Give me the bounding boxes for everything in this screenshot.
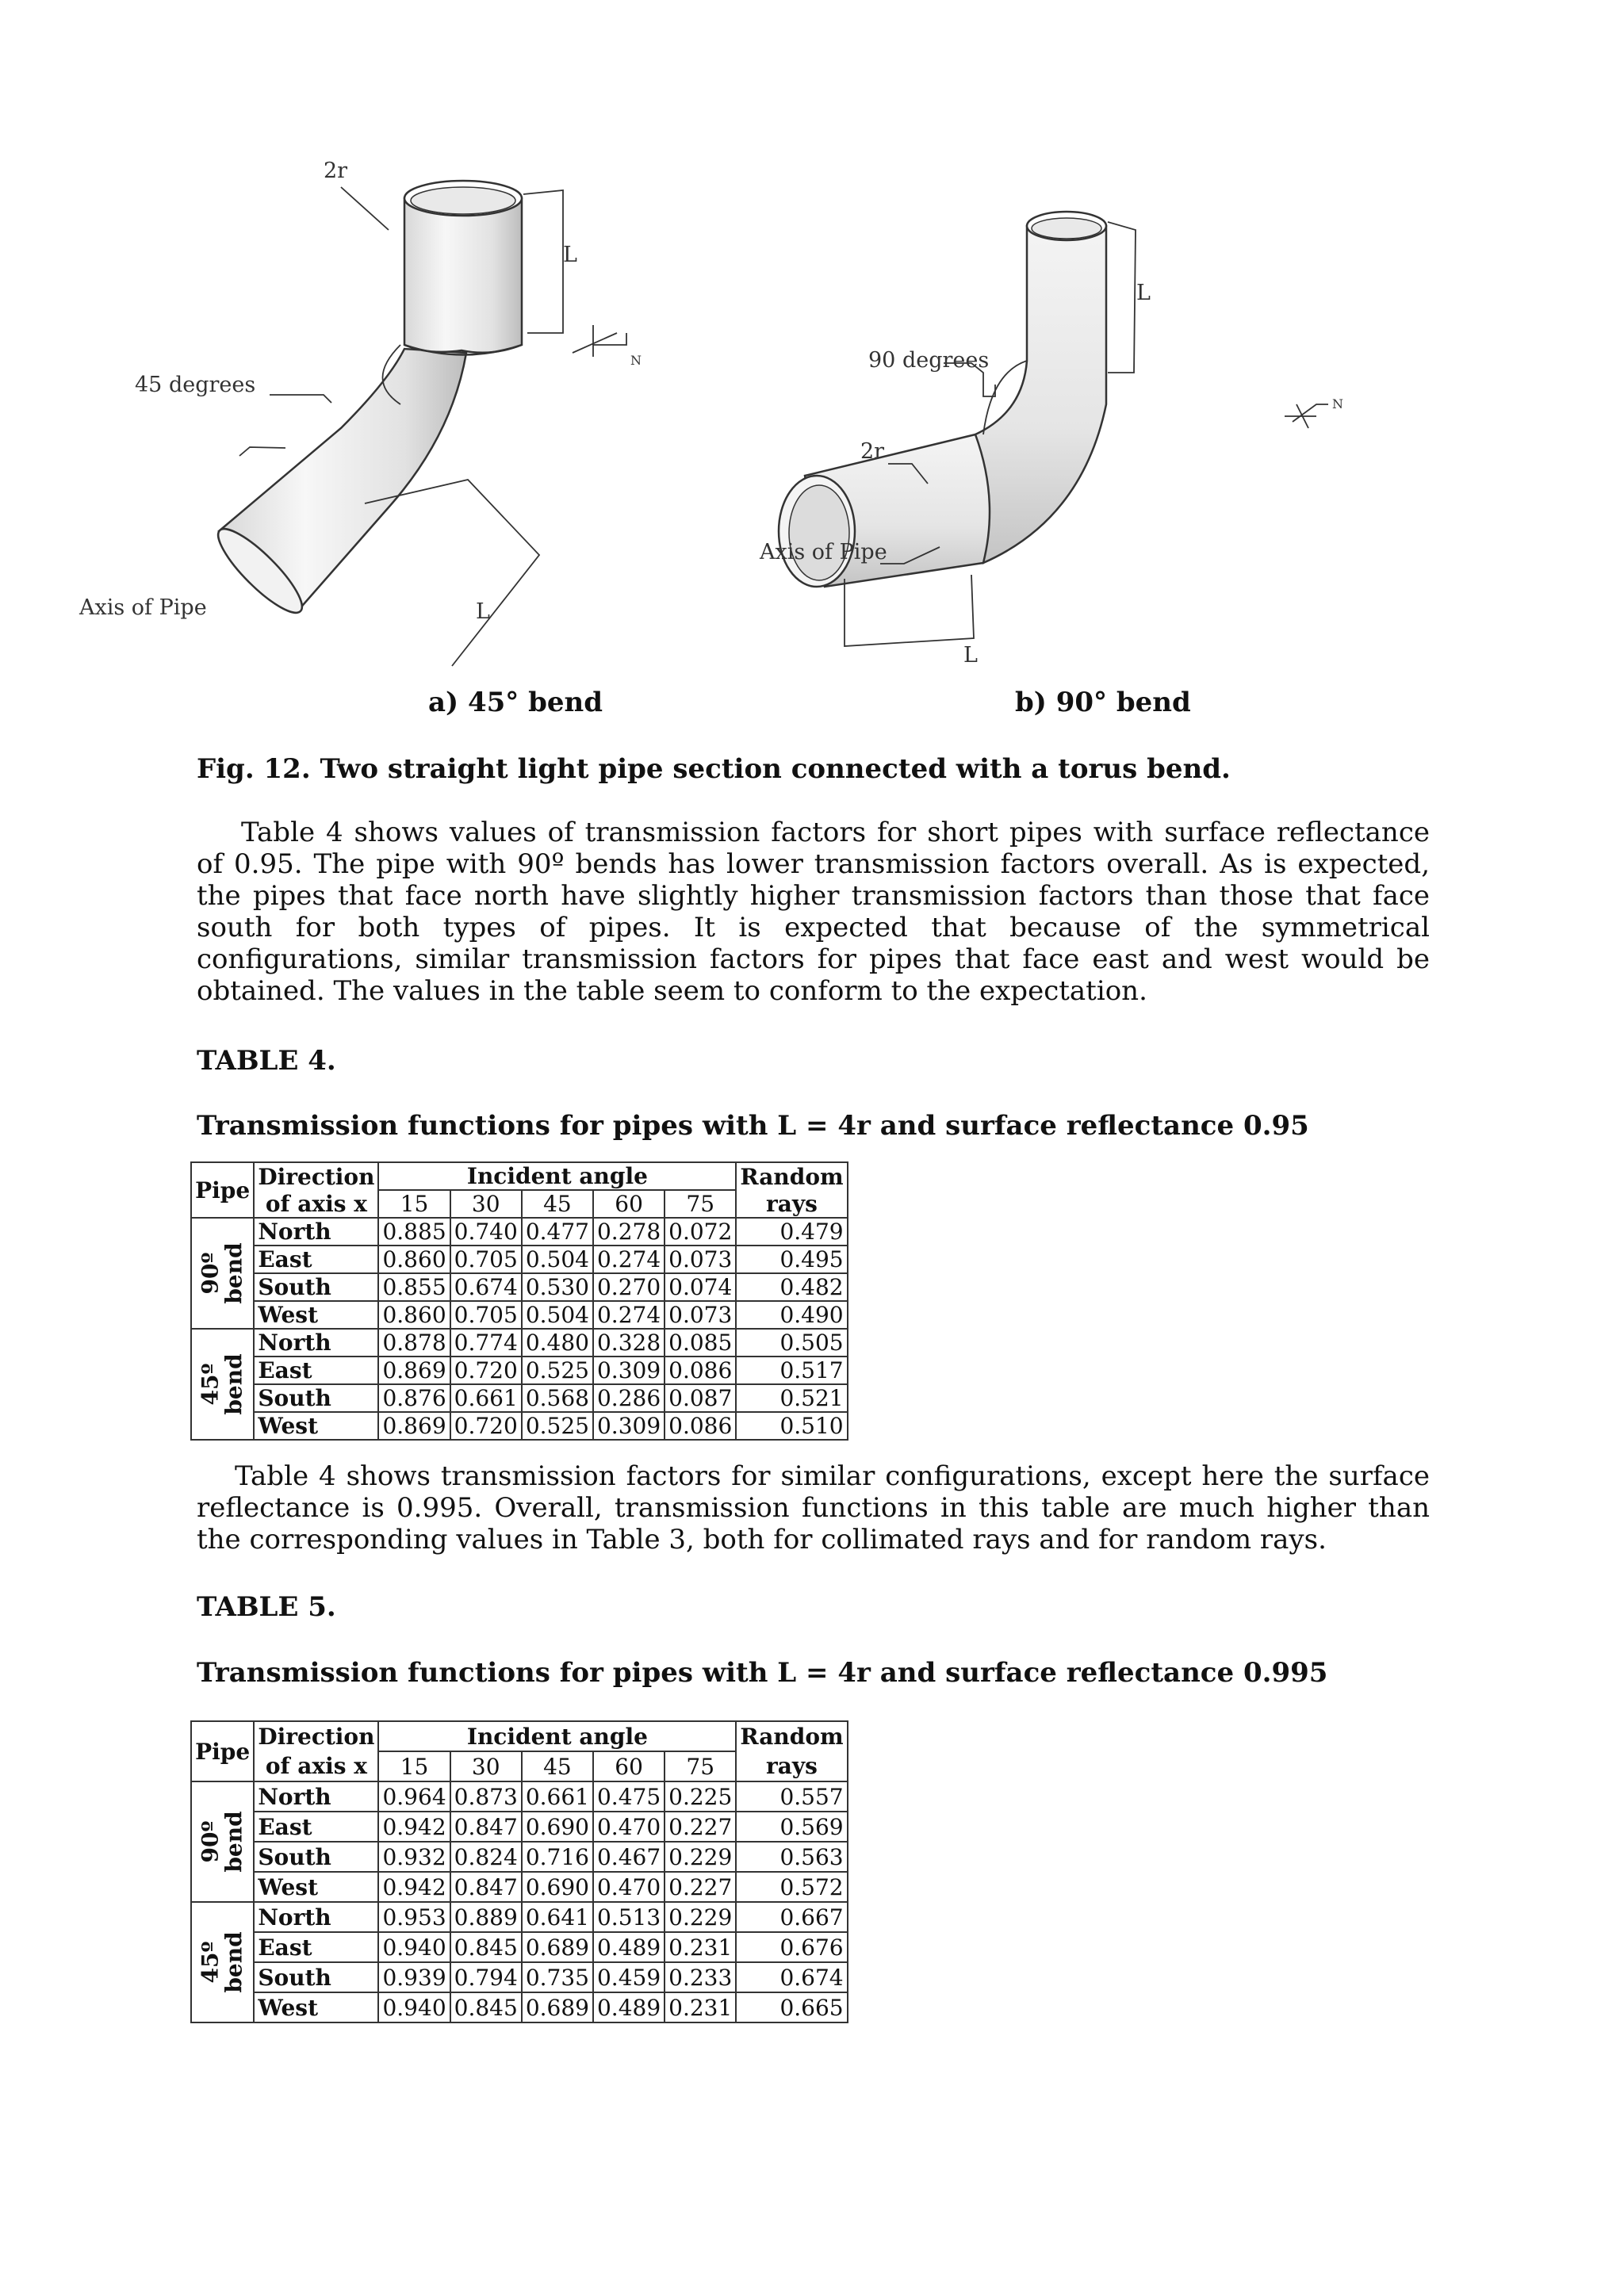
direction-cell: South	[254, 1384, 378, 1412]
value-cell: 0.513	[593, 1902, 665, 1932]
value-cell: 0.845	[450, 1932, 522, 1962]
value-cell: 0.489	[593, 1932, 665, 1962]
header-axis-x: of axis x	[254, 1190, 378, 1218]
value-cell: 0.274	[593, 1246, 665, 1273]
pipe-angle: 45º	[197, 1363, 224, 1405]
pipe-angle: 90º	[197, 1820, 224, 1862]
pipe-angle: 45º	[197, 1941, 224, 1983]
direction-cell: East	[254, 1932, 378, 1962]
value-cell: 0.525	[522, 1412, 593, 1440]
random-cell: 0.479	[736, 1218, 847, 1246]
direction-cell: North	[254, 1218, 378, 1246]
pipe-bend: bend	[220, 1810, 247, 1873]
value-cell: 0.940	[378, 1992, 450, 2022]
value-cell: 0.794	[450, 1962, 522, 1992]
random-cell: 0.557	[736, 1781, 847, 1812]
random-cell: 0.569	[736, 1812, 847, 1842]
value-cell: 0.504	[522, 1301, 593, 1329]
table-5-title	[197, 1657, 1327, 1689]
value-cell: 0.274	[593, 1301, 665, 1329]
direction-cell: North	[254, 1781, 378, 1812]
value-cell: 0.869	[378, 1357, 450, 1384]
table-4-label: TABLE 4.	[197, 1045, 336, 1077]
direction-cell: West	[254, 1992, 378, 2022]
value-cell: 0.525	[522, 1357, 593, 1384]
value-cell: 0.845	[450, 1992, 522, 2022]
value-cell: 0.225	[665, 1781, 736, 1812]
random-cell: 0.665	[736, 1992, 847, 2022]
label-a-45-degrees: 45 degrees	[135, 373, 256, 397]
paragraph-1	[197, 817, 1430, 1007]
table-row	[191, 1384, 848, 1412]
value-cell: 0.889	[450, 1902, 522, 1932]
value-cell: 0.328	[593, 1329, 665, 1357]
value-cell: 0.085	[665, 1329, 736, 1357]
value-cell: 0.855	[378, 1273, 450, 1301]
table-row	[191, 1992, 848, 2022]
pipe-group-text	[199, 1242, 247, 1303]
header-angle: 15	[378, 1751, 450, 1781]
random-cell: 0.667	[736, 1902, 847, 1932]
value-cell: 0.661	[450, 1384, 522, 1412]
pipe-group-label	[191, 1218, 254, 1329]
value-cell: 0.847	[450, 1812, 522, 1842]
header-rays: rays	[736, 1190, 847, 1218]
value-cell: 0.270	[593, 1273, 665, 1301]
value-cell: 0.229	[665, 1842, 736, 1872]
value-cell: 0.873	[450, 1781, 522, 1812]
label-b-N: N	[1332, 396, 1343, 411]
value-cell: 0.860	[378, 1246, 450, 1273]
table-5-title-prefix: Transmission functions for pipes with	[197, 1657, 778, 1689]
value-cell: 0.504	[522, 1246, 593, 1273]
value-cell: 0.705	[450, 1246, 522, 1273]
direction-cell: West	[254, 1872, 378, 1902]
header-incident-angle: Incident angle	[378, 1721, 736, 1751]
value-cell: 0.720	[450, 1412, 522, 1440]
direction-cell: South	[254, 1842, 378, 1872]
value-cell: 0.824	[450, 1842, 522, 1872]
table-5-title-suffix: and surface reflectance 0.995	[870, 1657, 1328, 1689]
value-cell: 0.847	[450, 1872, 522, 1902]
table-row	[191, 1812, 848, 1842]
table-row	[191, 1781, 848, 1812]
header-pipe: Pipe	[191, 1721, 254, 1781]
pipe-group-text	[199, 1353, 247, 1414]
table-subheader-row	[191, 1751, 848, 1781]
value-cell: 0.309	[593, 1412, 665, 1440]
random-cell: 0.490	[736, 1301, 847, 1329]
pipe-group-label	[191, 1902, 254, 2022]
pipe-bend: bend	[220, 1931, 247, 1993]
subcaption-a: a) 45° bend	[428, 687, 603, 718]
table-4	[190, 1161, 848, 1441]
header-angle: 30	[450, 1751, 522, 1781]
label-a-L-bottom: L	[476, 599, 490, 624]
value-cell: 0.489	[593, 1992, 665, 2022]
value-cell: 0.086	[665, 1357, 736, 1384]
table-5-title-eq: L = 4r	[777, 1657, 871, 1689]
header-random: Random	[736, 1162, 847, 1190]
value-cell: 0.072	[665, 1218, 736, 1246]
value-cell: 0.940	[378, 1932, 450, 1962]
figure-caption: Fig. 12. Two straight light pipe section connected with a torus bend.	[197, 753, 1231, 785]
direction-cell: North	[254, 1329, 378, 1357]
value-cell: 0.953	[378, 1902, 450, 1932]
random-cell: 0.505	[736, 1329, 847, 1357]
pipe-group-text	[199, 1811, 247, 1872]
table-row	[191, 1842, 848, 1872]
value-cell: 0.477	[522, 1218, 593, 1246]
pipe-bend-illustration	[79, 143, 1459, 745]
figure-12	[79, 143, 1459, 745]
value-cell: 0.231	[665, 1992, 736, 2022]
value-cell: 0.720	[450, 1357, 522, 1384]
value-cell: 0.885	[378, 1218, 450, 1246]
value-cell: 0.227	[665, 1872, 736, 1902]
header-angle: 75	[665, 1751, 736, 1781]
header-rays: rays	[736, 1751, 847, 1781]
direction-cell: North	[254, 1902, 378, 1932]
pipe-group-label	[191, 1329, 254, 1440]
value-cell: 0.939	[378, 1962, 450, 1992]
value-cell: 0.530	[522, 1273, 593, 1301]
subcaption-b: b) 90° bend	[1015, 687, 1191, 718]
table-row	[191, 1273, 848, 1301]
table-subheader-row	[191, 1190, 848, 1218]
direction-cell: West	[254, 1412, 378, 1440]
table-row	[191, 1329, 848, 1357]
value-cell: 0.716	[522, 1842, 593, 1872]
table-header-row	[191, 1162, 848, 1190]
table-4-title-suffix: and surface reflectance 0.95	[870, 1110, 1309, 1142]
header-angle: 45	[522, 1751, 593, 1781]
value-cell: 0.735	[522, 1962, 593, 1992]
direction-cell: South	[254, 1962, 378, 1992]
value-cell: 0.674	[450, 1273, 522, 1301]
random-cell: 0.510	[736, 1412, 847, 1440]
label-b-axis: Axis of Pipe	[760, 540, 887, 564]
header-angle: 60	[593, 1751, 665, 1781]
random-cell: 0.563	[736, 1842, 847, 1872]
table-row	[191, 1932, 848, 1962]
label-b-L-bottom: L	[963, 643, 978, 668]
header-random: Random	[736, 1721, 847, 1751]
random-cell: 0.495	[736, 1246, 847, 1273]
random-cell: 0.482	[736, 1273, 847, 1301]
table-4-title	[197, 1110, 1309, 1142]
random-cell: 0.676	[736, 1932, 847, 1962]
value-cell: 0.233	[665, 1962, 736, 1992]
pipe-bend: bend	[220, 1242, 247, 1304]
value-cell: 0.690	[522, 1872, 593, 1902]
value-cell: 0.459	[593, 1962, 665, 1992]
table-5	[190, 1720, 848, 2023]
value-cell: 0.073	[665, 1246, 736, 1273]
value-cell: 0.470	[593, 1872, 665, 1902]
paragraph-2	[197, 1460, 1430, 1556]
table-5-label: TABLE 5.	[197, 1591, 336, 1623]
value-cell: 0.869	[378, 1412, 450, 1440]
value-cell: 0.467	[593, 1842, 665, 1872]
value-cell: 0.964	[378, 1781, 450, 1812]
direction-cell: East	[254, 1357, 378, 1384]
table-row	[191, 1301, 848, 1329]
value-cell: 0.932	[378, 1842, 450, 1872]
value-cell: 0.689	[522, 1992, 593, 2022]
value-cell: 0.227	[665, 1812, 736, 1842]
value-cell: 0.278	[593, 1218, 665, 1246]
table-row	[191, 1872, 848, 1902]
value-cell: 0.480	[522, 1329, 593, 1357]
value-cell: 0.942	[378, 1812, 450, 1842]
paragraph-1-text: Table 4 shows values of transmission factors for short pipes with surface reflectance of 0.95. The pipe with 90º bends has lower transmission factors overall. As is expected, the pipes that face north have slightly higher transmission factors than those that face south for both types of pipes. It is expected that because of the symmetrical configurations, similar transmission factors for pipes that face east and west would be obtained. The values in the table seem to conform to the expectation.	[197, 817, 1430, 1007]
random-cell: 0.572	[736, 1872, 847, 1902]
value-cell: 0.073	[665, 1301, 736, 1329]
label-a-L-top: L	[563, 243, 577, 267]
label-b-90-degrees: 90 degrees	[868, 348, 990, 373]
value-cell: 0.229	[665, 1902, 736, 1932]
label-b-L-top: L	[1136, 281, 1151, 305]
header-angle: 30	[450, 1190, 522, 1218]
header-pipe: Pipe	[191, 1162, 254, 1218]
table-4-title-prefix: Transmission functions for pipes with	[197, 1110, 778, 1142]
table-row	[191, 1357, 848, 1384]
label-a-2r: 2r	[324, 159, 348, 183]
table-row	[191, 1962, 848, 1992]
value-cell: 0.286	[593, 1384, 665, 1412]
pipe-group-label	[191, 1781, 254, 1902]
value-cell: 0.942	[378, 1872, 450, 1902]
value-cell: 0.231	[665, 1932, 736, 1962]
value-cell: 0.086	[665, 1412, 736, 1440]
pipe-group-text	[199, 1931, 247, 1992]
label-b-2r: 2r	[860, 439, 885, 464]
value-cell: 0.309	[593, 1357, 665, 1384]
value-cell: 0.689	[522, 1932, 593, 1962]
random-cell: 0.521	[736, 1384, 847, 1412]
value-cell: 0.641	[522, 1902, 593, 1932]
direction-cell: West	[254, 1301, 378, 1329]
header-angle: 15	[378, 1190, 450, 1218]
header-angle: 45	[522, 1190, 593, 1218]
value-cell: 0.568	[522, 1384, 593, 1412]
pipe-bend: bend	[220, 1353, 247, 1415]
value-cell: 0.661	[522, 1781, 593, 1812]
value-cell: 0.475	[593, 1781, 665, 1812]
pipe-angle: 90º	[197, 1252, 224, 1294]
header-axis-x: of axis x	[254, 1751, 378, 1781]
table-header-row	[191, 1721, 848, 1751]
value-cell: 0.740	[450, 1218, 522, 1246]
table-row	[191, 1412, 848, 1440]
label-a-N: N	[630, 353, 642, 368]
random-cell: 0.674	[736, 1962, 847, 1992]
value-cell: 0.087	[665, 1384, 736, 1412]
direction-cell: South	[254, 1273, 378, 1301]
table-4-title-eq: L = 4r	[777, 1110, 871, 1142]
table-row	[191, 1902, 848, 1932]
header-angle: 75	[665, 1190, 736, 1218]
value-cell: 0.074	[665, 1273, 736, 1301]
header-incident-angle: Incident angle	[378, 1162, 736, 1190]
value-cell: 0.878	[378, 1329, 450, 1357]
paragraph-2-text: Table 4 shows transmission factors for similar configurations, except here the surface reflectance is 0.995. Overall, transmission functions in this table are much higher than the corresponding values in Table 3, both for collimated rays and for random rays.	[197, 1460, 1430, 1556]
value-cell: 0.860	[378, 1301, 450, 1329]
value-cell: 0.876	[378, 1384, 450, 1412]
table-row	[191, 1246, 848, 1273]
pipe-90-bend	[779, 212, 1106, 587]
value-cell: 0.774	[450, 1329, 522, 1357]
header-direction: Direction	[254, 1721, 378, 1751]
value-cell: 0.470	[593, 1812, 665, 1842]
header-angle: 60	[593, 1190, 665, 1218]
value-cell: 0.705	[450, 1301, 522, 1329]
direction-cell: East	[254, 1812, 378, 1842]
label-a-axis: Axis of Pipe	[79, 595, 207, 620]
table-row	[191, 1218, 848, 1246]
pipe-45-bend	[209, 181, 522, 622]
header-direction: Direction	[254, 1162, 378, 1190]
value-cell: 0.690	[522, 1812, 593, 1842]
direction-cell: East	[254, 1246, 378, 1273]
random-cell: 0.517	[736, 1357, 847, 1384]
